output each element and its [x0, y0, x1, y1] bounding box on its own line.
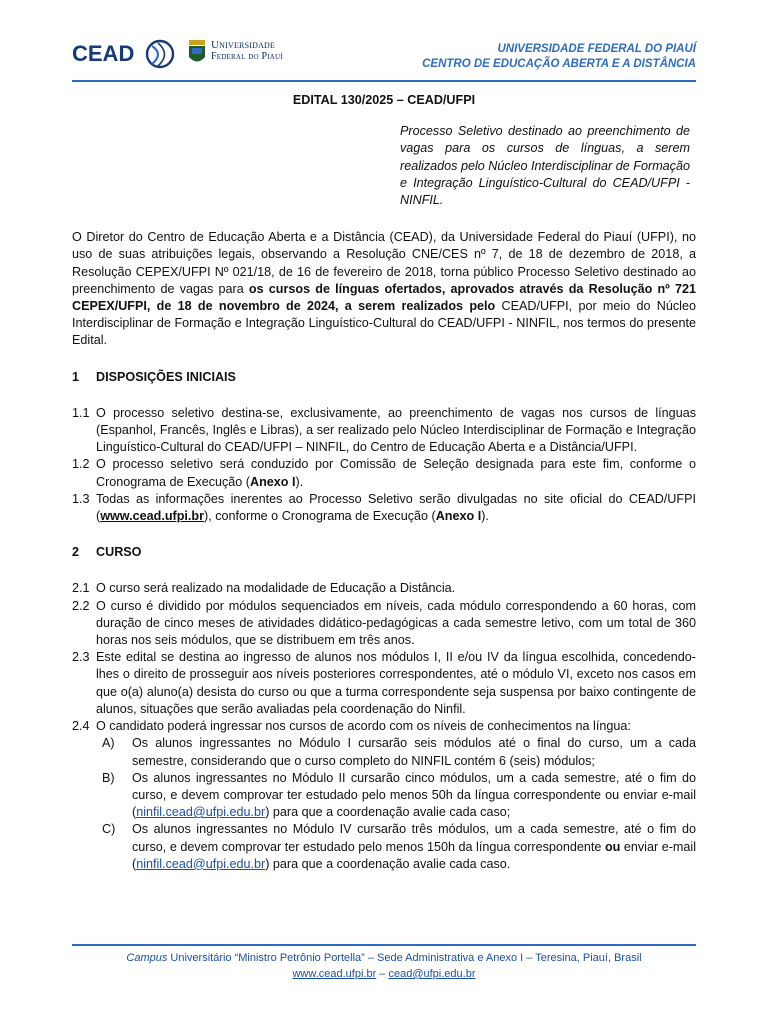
- item-2-2: 2.2 O curso é dividido por módulos sequenciados em níveis, cada módulo correspondendo a 60 horas, com duração de cinco meses de atividades didático-pedagógicas a cada semestre letivo, com um total de 360 horas nos seis módulos, que se distribuem em três anos.: [72, 598, 696, 648]
- header-university: UNIVERSIDADE FEDERAL DO PIAUÍ: [497, 43, 696, 55]
- item-2-3: 2.3 Este edital se destina ao ingresso de alunos nos módulos I, II e/ou IV da língua escolhida, concedendo-lhes o direito de prosseguir aos níveis posteriores correspondentes, até o módulo VI, exceto nos casos em que o(a) aluno(a) desista do curso ou que a turma correspondente seja suspensa por baixo contingente de alunos, situações que serão avaliadas pela coordenação do Ninfil.: [72, 650, 696, 716]
- header-divider: [72, 80, 696, 82]
- ufpi-logo-line2: Federal do Piauí: [211, 51, 283, 62]
- footer-links: www.cead.ufpi.br – cead@ufpi.edu.br: [292, 968, 476, 980]
- item-2-4-b: B) Os alunos ingressantes no Módulo II cursarão cinco módulos, um a cada semestre, até o fim do curso, e devem comprovar ter estudado pelo menos 50h da língua correspondente ou enviar e-mail (ninfil.cead@ufpi.edu.br) para que a coordenação avalie cada caso;: [102, 770, 696, 820]
- footer-divider: [72, 944, 696, 946]
- page-footer: [72, 950, 696, 982]
- item-1-2: 1.2 O processo seletivo será conduzido por Comissão de Seleção designada para este fim, conforme o Cronograma de Execução (Anexo I).: [72, 457, 696, 489]
- item-2-4: 2.4 O candidato poderá ingressar nos cursos de acordo com os níveis de conhecimentos na língua:: [72, 719, 631, 734]
- footer-site-link[interactable]: www.cead.ufpi.br: [292, 968, 377, 980]
- item-2-4-a: A) Os alunos ingressantes no Módulo I cursarão seis módulos até o final do curso, um a cada semestre, considerando que o curso completo do NINFIL contém 6 (seis) módulos;: [102, 736, 696, 768]
- ninfil-email-link-2[interactable]: ninfil.cead@ufpi.edu.br: [136, 856, 266, 871]
- section-1-heading: 1 DISPOSIÇÕES INICIAIS: [72, 369, 236, 384]
- ufpi-logo: [187, 34, 327, 74]
- ufpi-shield-icon: [187, 37, 207, 67]
- svg-text:CEAD: CEAD: [72, 41, 135, 66]
- intro-paragraph: O Diretor do Centro de Educação Aberta e a Distância (CEAD), da Universidade Federal do Piauí (UFPI), no uso de suas atribuições legais, observando a Resolução CNE/CES nº 7, de 18 de dezembro de 2018, a Resolução CEPEX/UFPI Nº 021/18, de 16 de fevereiro de 2018, torna público Processo Seletivo destinado ao preenchimento de vagas para os cursos de línguas ofertados, aprovados através da Resolução nº 721 CEPEX/UFPI, de 18 de novembro de 2024, a serem realizados pelo CEAD/UFPI, por meio do Núcleo Interdisciplinar de Formação e Integração Linguístico-Cultural do CEAD/UFPI - NINFIL, nos termos do presente Edital.: [72, 230, 696, 348]
- ninfil-email-link[interactable]: ninfil.cead@ufpi.edu.br: [136, 805, 266, 820]
- edital-summary: Processo Seletivo destinado ao preenchimento de vagas para os cursos de línguas, a serem realizados pelo Núcleo Interdisciplinar de Formação e Integração Linguístico-Cultural do CEAD/UFPI - NINFIL.: [400, 124, 690, 208]
- item-2-1: 2.1 O curso será realizado na modalidade de Educação a Distância.: [72, 581, 456, 596]
- item-1-1: 1.1 O processo seletivo destina-se, exclusivamente, ao preenchimento de vagas nos cursos de línguas (Espanhol, Francês, Inglês e Libras), a ser realizado pelo Núcleo Interdisciplinar de Formação e Integração Linguístico-Cultural do CEAD/UFPI – NINFIL, do Centro de Educação Aberta e a Distância/UFPI.: [72, 405, 696, 455]
- footer-email-link[interactable]: cead@ufpi.edu.br: [388, 968, 476, 980]
- edital-title: EDITAL 130/2025 – CEAD/UFPI: [292, 93, 476, 107]
- cead-site-link[interactable]: www.cead.ufpi.br: [100, 509, 204, 524]
- item-2-4-c: C) Os alunos ingressantes no Módulo IV cursarão três módulos, um a cada semestre, até o fim do curso, e devem comprovar ter estudado pelo menos 150h da língua correspondente ou enviar e-mail (ninfil.cead@ufpi.edu.br) para que a coordenação avalie cada caso.: [102, 822, 696, 871]
- ufpi-logo-line1: Universidade: [211, 39, 276, 51]
- footer-address: Campus Universitário “Ministro Petrônio Portella” – Sede Administrativa e Anexo I – Teresina, Piauí, Brasil: [126, 952, 642, 964]
- document-body: [72, 92, 696, 873]
- page-header: [72, 32, 696, 76]
- item-1-3: 1.3 Todas as informações inerentes ao Processo Seletivo serão divulgadas no site oficial do CEAD/UFPI (www.cead.ufpi.br), conforme o Cronograma de Execução (Anexo I).: [72, 491, 696, 524]
- header-institution: [422, 42, 696, 72]
- section-2-heading: 2 CURSO: [72, 545, 142, 560]
- header-center: CENTRO DE EDUCAÇÃO ABERTA E A DISTÂNCIA: [422, 58, 696, 70]
- cead-logo: [72, 36, 182, 72]
